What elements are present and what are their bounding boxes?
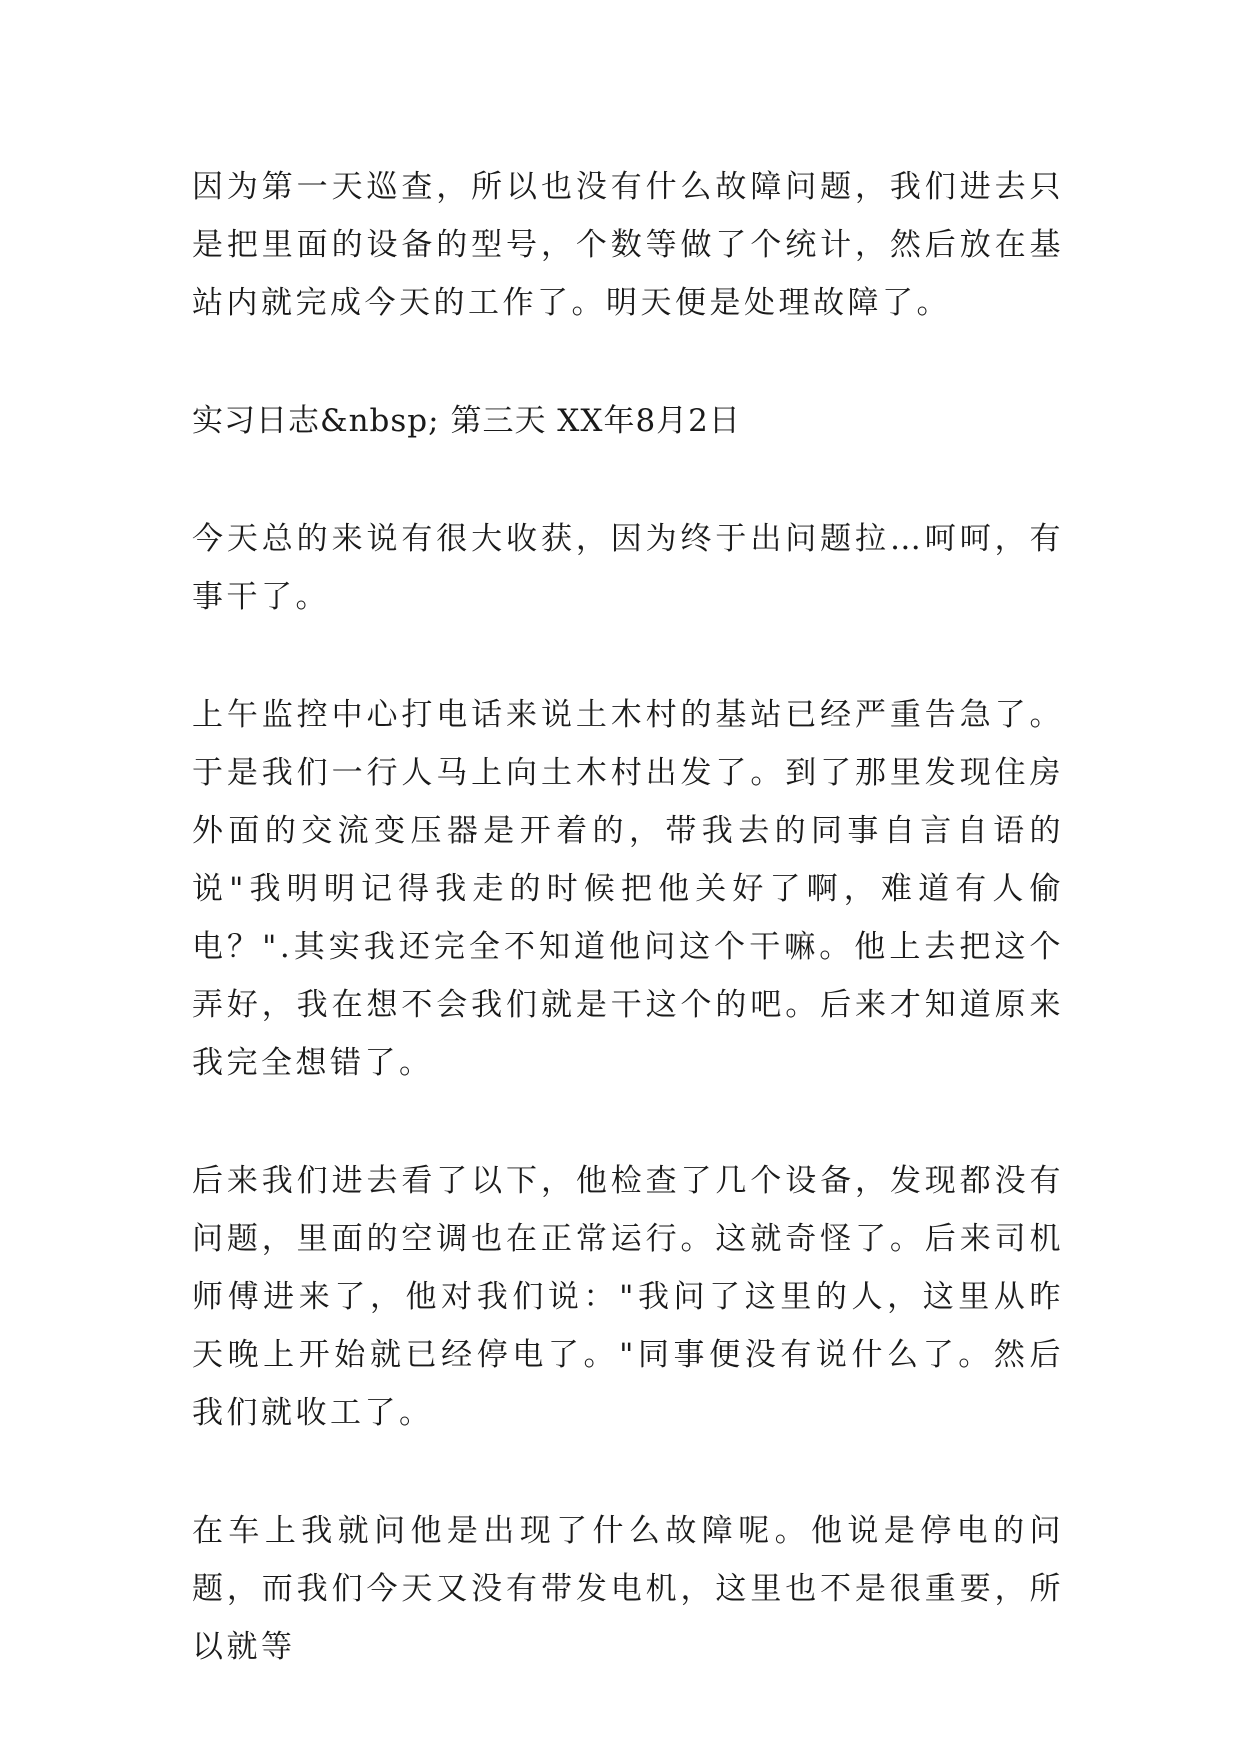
paragraph-inspection-details: 后来我们进去看了以下，他检查了几个设备，发现都没有问题，里面的空调也在正常运行。这就奇怪了。后来司机师傅进来了，他对我们说："我问了这里的人，这里从昨天晚上开始就已经停电了。"同事便没有说什么了。然后我们就收工了。 bbox=[192, 1163, 1064, 1431]
paragraph-morning-call: 上午监控中心打电话来说土木村的基站已经严重告急了。于是我们一行人马上向土木村出发了。到了那里发现住房外面的交流变压器是开着的，带我去的同事自言自语的说"我明明记得我走的时候把他关好了啊，难道有人偷电？".其实我还完全不知道他问这个干嘛。他上去把这个弄好，我在想不会我们就是干这个的吧。后来才知道原来我完全想错了。 bbox=[192, 697, 1064, 1081]
paragraph-inspection-summary: 因为第一天巡查，所以也没有什么故障问题，我们进去只是把里面的设备的型号，个数等做了个统计，然后放在基站内就完成今天的工作了。明天便是处理故障了。 bbox=[192, 169, 1064, 321]
log-entry-heading: 实习日志&nbsp; 第三天 XX年8月2日 bbox=[192, 403, 741, 439]
paragraph-day-summary: 今天总的来说有很大收获，因为终于出问题拉…呵呵，有事干了。 bbox=[192, 521, 1064, 615]
paragraph-ride-back: 在车上我就问他是出现了什么故障呢。他说是停电的问题，而我们今天又没有带发电机，这里也不是很重要，所以就等 bbox=[192, 1513, 1064, 1665]
document-body bbox=[192, 158, 1064, 1676]
